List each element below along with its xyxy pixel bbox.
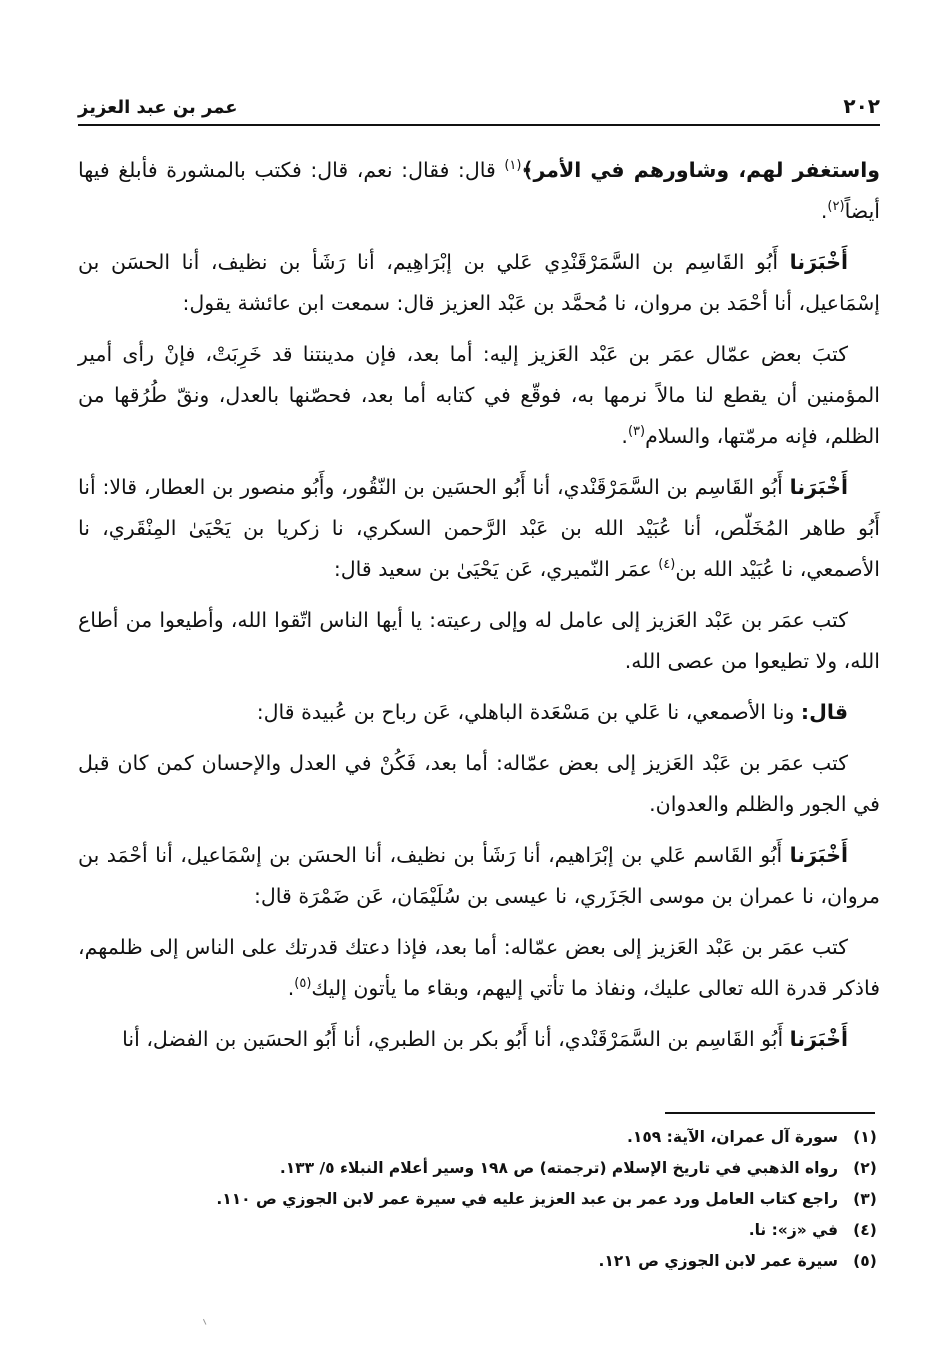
footnotes (78, 1122, 880, 1277)
isnad-paragraph (78, 467, 880, 590)
footnote (78, 1246, 880, 1277)
matn-paragraph (78, 927, 880, 1009)
matn-paragraph (78, 334, 880, 457)
footnote-separator (665, 1112, 875, 1114)
paragraph-text: أَبُو القَاسِم بن السَّمَرْقَنْدي، أنا أَبُو بكر بن الطبري، أنا أَبُو الحسَين بن الفضل، أنا (122, 1027, 790, 1051)
scan-mark (203, 1317, 210, 1325)
akhbarana-lead: أَخْبَرَنا (789, 843, 848, 867)
footnote-number: (٥) (853, 1252, 877, 1270)
qal-lead: قال: (800, 700, 848, 724)
main-text (78, 150, 880, 1060)
paragraph-text: أَبُو القَاسِم بن السَّمَرْقَنْدي، أنا أَبُو الحسَين بن النّقُور، وأَبُو منصور بن العطار، قالا: أنا أَبُو طاهر المُخَلّص، أنا عُبَيْد الله بن عَبْد الرَّحمن السكري، نا زكريا بن يَحْيَىٰ المِنْقَري، نا الأصمعي، نا عُبَيْد الله بن (78, 475, 880, 581)
footnote-text: راجع كتاب العامل ورد عمر بن عبد العزيز عليه في سيرة عمر لابن الجوزي ص ١١٠. (216, 1190, 838, 1208)
paragraph-text-end: . (621, 424, 628, 448)
paragraph-text: ونا الأصمعي، نا عَلي بن مَسْعَدة الباهلي، عَن رباح بن عُبيدة قال: (256, 700, 801, 724)
footnote-number: (٢) (853, 1159, 877, 1177)
footnote (78, 1184, 880, 1215)
footnote (78, 1215, 880, 1246)
footnote-ref[interactable]: (٣) (627, 424, 646, 440)
akhbarana-lead: أَخْبَرَنا (789, 475, 848, 499)
footnote-number: (٤) (853, 1221, 877, 1239)
paragraph-text: كتبَ بعض عمّال عمَر بن عَبْد العَزيز إليه: أما بعد، فإن مدينتنا قد خَرِبَتْ، فإنْ رأى أمير المؤمنين أن يقطع لنا مالاً نرمها به، فوقّع في كتابه أما بعد، فحصّنها بالعدل، ونقّ طُرُقها من الظلم، فإنه مرمّتها، والسلام (78, 342, 880, 448)
matn-paragraph (78, 600, 880, 682)
footnote-text: سيرة عمر لابن الجوزي ص ١٢١. (598, 1252, 838, 1270)
paragraph-text-end: . (287, 976, 295, 1000)
footnote-number: (١) (853, 1128, 877, 1146)
isnad-paragraph (78, 242, 880, 324)
footnote-ref[interactable]: (١) (504, 158, 522, 174)
paragraph-text-end: . (820, 199, 828, 223)
paragraph-text-cont: قال: فقال: نعم، قال: فكتب بالمشورة فأبلغ فيها أيضاً (78, 158, 880, 223)
footnote-ref[interactable]: (٥) (294, 976, 312, 992)
paragraph-text: كتب عمَر بن عَبْد العَزيز إلى بعض عمّاله: أما بعد، فإذا دعتك قدرتك على الناس إلى ظلمهم، فاذكر قدرة الله تعالى عليك، ونفاذ ما تأتي إليهم، وبقاء ما يأتون إليك (78, 935, 880, 1000)
footnote (78, 1153, 880, 1184)
paragraph-text: واستغفر لهم، وشاورهم في الأمر﴾ (521, 158, 880, 182)
matn-paragraph (78, 743, 880, 825)
akhbarana-lead: أَخْبَرَنا (789, 1027, 848, 1051)
footnote-text: سورة آل عمران، الآية: ١٥٩. (627, 1128, 838, 1146)
page-number: ٢٠٢ (843, 94, 880, 118)
paragraph-text-end: عمَر النّميري، عَن يَحْيَىٰ بن سعيد قال: (333, 557, 659, 581)
paragraph-text: أَبُو القَاسِم بن السَّمَرْقَنْدِي عَلي بن إبْرَاهِيم، أنا رَشَأ بن نظيف، أنا الحسَن بن إسْمَاعيل، أنا أحْمَد بن مروان، نا مُحمَّد بن عَبْد العزيز قال: سمعت ابن عائشة يقول: (78, 250, 880, 315)
footnote-ref[interactable]: (٢) (827, 199, 845, 215)
paragraph (78, 150, 880, 232)
footnote-text: رواه الذهبي في تاريخ الإسلام (ترجمته) ص ١٩٨ وسير أعلام النبلاء ٥/ ١٣٣. (279, 1159, 838, 1177)
footnote (78, 1122, 880, 1153)
akhbarana-lead: أَخْبَرَنا (789, 250, 848, 274)
paragraph-text: كتب عمَر بن عَبْد العَزيز إلى عامل له وإلى رعيته: يا أيها الناس اتّقوا الله، وأطيعوا من أطاع الله، ولا تطيعوا من عصى الله. (78, 608, 880, 673)
footnote-number: (٣) (853, 1190, 877, 1208)
running-title: عمر بن عبد العزيز (78, 97, 238, 118)
paragraph-text: أَبُو القَاسم عَلي بن إبْرَاهيم، أنا رَشَأ بن نظيف، أنا الحسَن بن إسْمَاعيل، أنا أحْمَد بن مروان، نا عمران بن موسى الجَزَري، نا عيسى بن سُلَيْمَان، عَن ضَمْرَة قال: (78, 843, 880, 908)
footnote-ref[interactable]: (٤) (658, 557, 676, 573)
isnad-paragraph (78, 692, 880, 733)
isnad-paragraph (78, 1019, 880, 1060)
isnad-paragraph (78, 835, 880, 917)
paragraph-text: كتب عمَر بن عَبْد العَزيز إلى بعض عمّاله: أما بعد، فَكُنْ في العدل والإحسان كمن كان قبل في الجور والظلم والعدوان. (78, 751, 880, 816)
footnote-text: في «ز»: نا. (748, 1221, 838, 1239)
running-header (78, 86, 880, 126)
